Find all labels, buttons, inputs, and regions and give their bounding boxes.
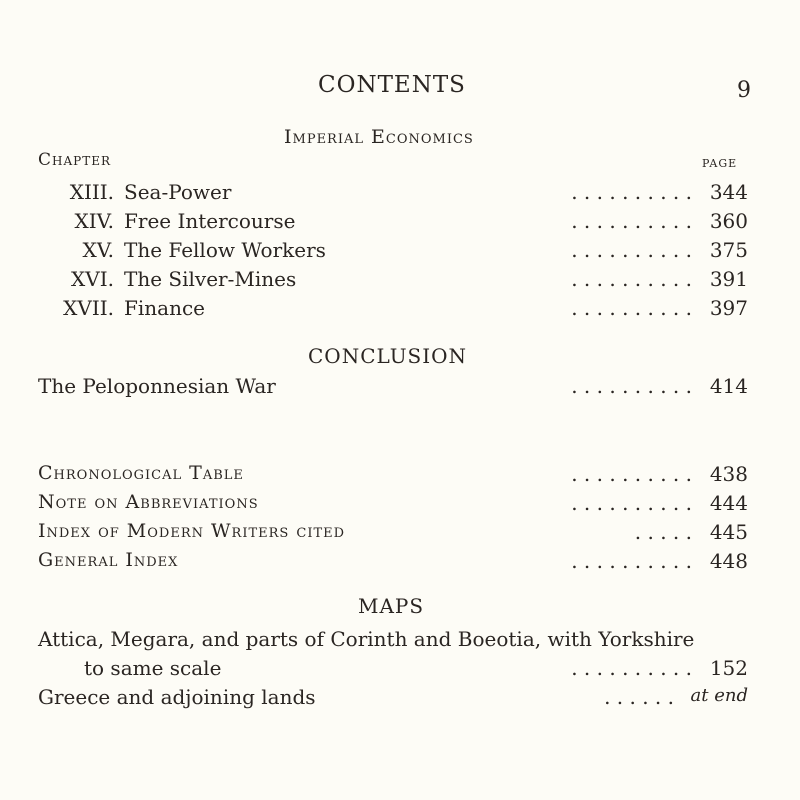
toc-entry-map-attica-line1[interactable] bbox=[0, 627, 800, 655]
toc-entry-general-index[interactable] bbox=[0, 549, 800, 577]
toc-entry-chapter-13[interactable] bbox=[0, 180, 800, 208]
chapter-column-label: Chapter bbox=[38, 150, 112, 170]
toc-entry-chapter-14[interactable] bbox=[0, 209, 800, 237]
section-heading-maps: MAPS bbox=[358, 594, 425, 618]
conclusion-title: The Peloponnesian War bbox=[38, 374, 276, 398]
appendix-title: Index of Modern Writers cited bbox=[38, 520, 346, 542]
chapter-title: Sea-Power bbox=[124, 180, 232, 204]
chapter-numeral: XIII. bbox=[69, 180, 114, 204]
chapter-page: 375 bbox=[709, 238, 748, 262]
toc-entry-chronological-table[interactable] bbox=[0, 462, 800, 490]
chapter-page: 360 bbox=[709, 209, 748, 233]
toc-entry-map-attica-line2[interactable] bbox=[0, 656, 800, 684]
map-page: 152 bbox=[709, 656, 748, 680]
chapter-page: 344 bbox=[709, 180, 748, 204]
appendix-page: 445 bbox=[709, 520, 748, 544]
appendix-page: 444 bbox=[709, 491, 748, 515]
page-column-label: page bbox=[702, 153, 738, 171]
appendix-title: Chronological Table bbox=[38, 462, 244, 484]
dot-leader: . . . . . . . . . . bbox=[571, 374, 692, 398]
dot-leader: . . . . . . . . . . bbox=[571, 549, 692, 573]
toc-entry-note-on-abbreviations[interactable] bbox=[0, 491, 800, 519]
map-title-line1: Attica, Megara, and parts of Corinth and Boeotia, with Yorkshire bbox=[38, 627, 695, 651]
map-page: at end bbox=[690, 685, 748, 706]
chapter-numeral: XVI. bbox=[71, 267, 114, 291]
toc-entry-chapter-16[interactable] bbox=[0, 267, 800, 295]
toc-entry-index-of-modern-writers[interactable] bbox=[0, 520, 800, 548]
appendix-title: General Index bbox=[38, 549, 179, 571]
chapter-title: Free Intercourse bbox=[124, 209, 296, 233]
dot-leader: . . . . . . . . . . bbox=[571, 238, 692, 262]
chapter-title: The Fellow Workers bbox=[124, 238, 326, 262]
dot-leader: . . . . . . . . . . bbox=[571, 462, 692, 486]
appendix-title: Note on Abbreviations bbox=[38, 491, 259, 513]
chapter-page: 397 bbox=[709, 296, 748, 320]
dot-leader: . . . . . . . . . . bbox=[571, 209, 692, 233]
appendix-page: 438 bbox=[709, 462, 748, 486]
dot-leader: . . . . . . . . . . bbox=[571, 491, 692, 515]
toc-entry-chapter-15[interactable] bbox=[0, 238, 800, 266]
map-title-line2: to same scale bbox=[84, 656, 222, 680]
dot-leader: . . . . . . . . . . bbox=[571, 656, 692, 680]
toc-entry-conclusion[interactable] bbox=[0, 374, 800, 402]
dot-leader: . . . . . . . . . . bbox=[571, 180, 692, 204]
dot-leader: . . . . . . . . . . bbox=[571, 267, 692, 291]
dot-leader: . . . . . . bbox=[604, 685, 674, 709]
chapter-page: 391 bbox=[709, 267, 748, 291]
toc-entry-chapter-17[interactable] bbox=[0, 296, 800, 324]
chapter-numeral: XV. bbox=[82, 238, 114, 262]
page-title: CONTENTS bbox=[318, 72, 466, 98]
section-heading-imperial-economics: Imperial Economics bbox=[284, 126, 474, 148]
toc-entry-map-greece[interactable] bbox=[0, 685, 800, 713]
chapter-numeral: XVII. bbox=[63, 296, 114, 320]
appendix-page: 448 bbox=[709, 549, 748, 573]
section-heading-conclusion: CONCLUSION bbox=[308, 344, 468, 368]
dot-leader: . . . . . bbox=[634, 520, 692, 544]
conclusion-page: 414 bbox=[709, 374, 748, 398]
chapter-title: Finance bbox=[124, 296, 205, 320]
chapter-numeral: XIV. bbox=[74, 209, 114, 233]
chapter-title: The Silver-Mines bbox=[124, 267, 297, 291]
dot-leader: . . . . . . . . . . bbox=[571, 296, 692, 320]
page-number: 9 bbox=[737, 78, 751, 103]
map-title: Greece and adjoining lands bbox=[38, 685, 316, 709]
